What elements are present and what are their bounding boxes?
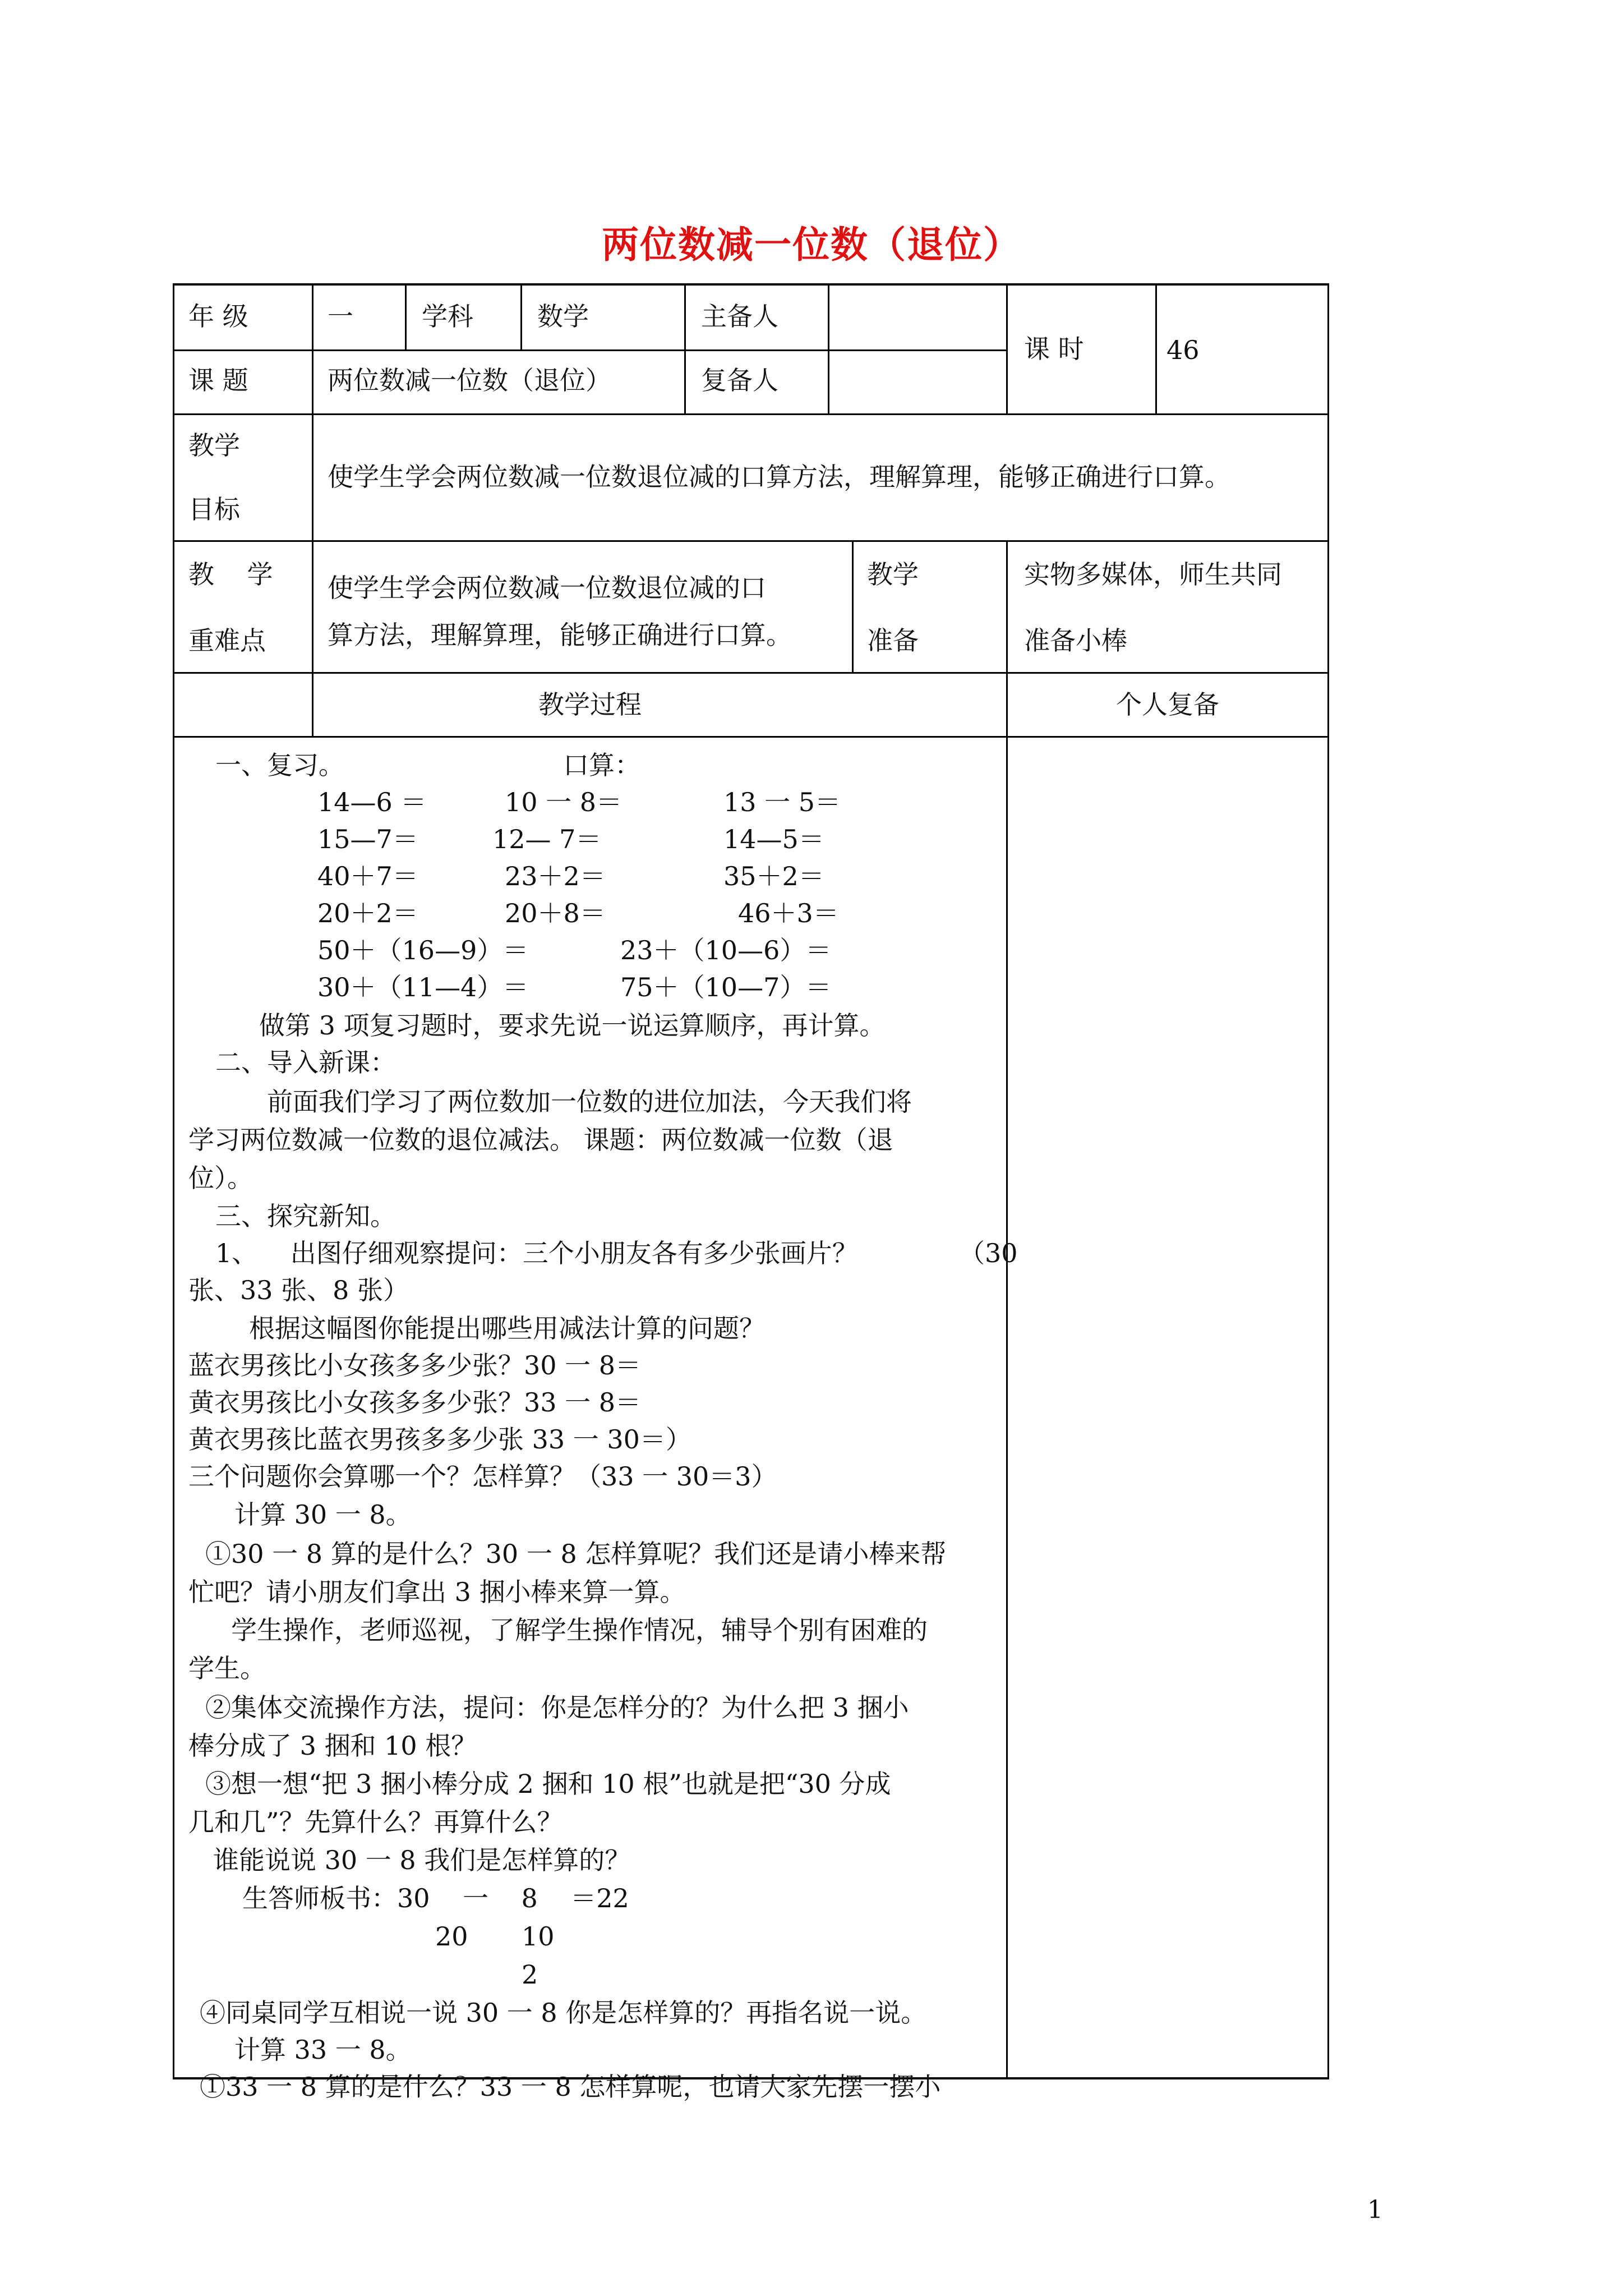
process-line: 口算：	[563, 750, 640, 780]
process-line: （30	[959, 1238, 1018, 1268]
process-line: 35＋2＝	[723, 861, 824, 891]
prep-text-line1: 实物多媒体，师生共同	[1024, 559, 1282, 590]
process-line: 20	[435, 1921, 468, 1952]
topic-value: 两位数减一位数（退位）	[328, 365, 611, 395]
process-line: 做第 3 项复习题时，要求先说一说运算顺序，再计算。	[259, 1010, 886, 1041]
period-value: 46	[1166, 335, 1200, 365]
process-line: ①33 一 8 算的是什么？33 一 8 怎样算呢，也请大家先摆一摆小	[200, 2072, 941, 2102]
process-line: 根据这幅图你能提出哪些用减法计算的问题？	[249, 1313, 765, 1343]
process-line: 20＋2＝	[317, 898, 418, 928]
grade-value: 一	[328, 301, 353, 332]
goal-text: 使学生学会两位数减一位数退位减的口算方法，理解算理，能够正确进行口算。	[328, 462, 1230, 492]
process-line: 张、33 张、8 张）	[188, 1275, 409, 1305]
process-line: 学习两位数减一位数的退位减法。 课题：两位数减一位数（退	[188, 1125, 893, 1155]
table-border-right	[1327, 283, 1329, 2078]
process-line: 2	[522, 1959, 538, 1990]
process-line: 15—7＝	[317, 824, 418, 854]
review-prep-label: 复备人	[701, 365, 778, 395]
process-line: 棒分成了 3 捆和 10 根？	[188, 1731, 477, 1761]
process-line: 计算 30 一 8。	[234, 1499, 412, 1530]
col-divider	[684, 283, 686, 415]
col-divider	[520, 283, 522, 351]
period-label: 课 时	[1024, 334, 1084, 364]
process-line: 前面我们学习了两位数加一位数的进位加法，今天我们将	[267, 1087, 912, 1117]
process-line: 几和几”？先算什么？再算什么？	[188, 1807, 563, 1837]
process-line: 三个问题你会算哪一个？怎样算？（33 一 30＝3）	[188, 1461, 777, 1492]
process-line: 三、探究新知。	[215, 1201, 396, 1231]
process-line: 一、复习。	[215, 750, 344, 780]
process-line: 学生操作，老师巡视，了解学生操作情况，辅导个别有困难的	[231, 1615, 928, 1645]
key-points-text-line1: 使学生学会两位数减一位数退位减的口	[328, 573, 766, 603]
lead-prep-label: 主备人	[701, 301, 778, 332]
process-line: ③想一想“把 3 捆小棒分成 2 捆和 10 根”也就是把“30 分成	[205, 1769, 891, 1799]
col-divider	[852, 540, 854, 673]
process-line: 75＋（10—7）＝	[620, 972, 832, 1002]
col-divider	[312, 283, 313, 737]
process-line: 14—5＝	[723, 824, 824, 854]
key-points-label-line2: 重难点	[188, 625, 266, 656]
process-line: 30＋（11—4）＝	[317, 972, 529, 1002]
process-header: 教学过程	[538, 689, 642, 720]
row-divider	[173, 540, 1329, 542]
col-divider	[1155, 283, 1157, 415]
process-line: 学生。	[188, 1653, 266, 1683]
process-line: 10 一 8＝	[505, 787, 623, 817]
process-line: ①30 一 8 算的是什么？30 一 8 怎样算呢？我们还是请小棒来帮	[205, 1539, 947, 1569]
process-line: 生答师板书：30 一 8 ＝22	[242, 1883, 629, 1913]
process-line: 谁能说说 30 一 8 我们是怎样算的？	[213, 1845, 631, 1875]
process-line: 位）。	[188, 1163, 253, 1193]
process-line: 14—6 ＝	[317, 787, 427, 817]
topic-label: 课 题	[188, 365, 248, 395]
personal-review-header: 个人复备	[1116, 689, 1219, 720]
table-border-left	[173, 283, 174, 2078]
process-line: 12— 7＝	[492, 824, 602, 854]
key-points-label-line1: 教 学	[188, 559, 273, 590]
process-line: 10	[522, 1921, 555, 1952]
prep-text-line2: 准备小棒	[1024, 625, 1127, 656]
grade-label: 年 级	[188, 301, 248, 332]
process-line: 20＋8＝	[505, 898, 606, 928]
key-points-text-line2: 算方法，理解算理，能够正确进行口算。	[328, 620, 792, 650]
process-line: 23＋2＝	[505, 861, 606, 891]
goal-label-line1: 教学	[188, 430, 240, 461]
document-title: 两位数减一位数（退位）	[602, 223, 1021, 266]
process-line: ④同桌同学互相说一说 30 一 8 你是怎样算的？再指名说一说。	[200, 1998, 927, 2028]
process-line: 忙吧？请小朋友们拿出 3 捆小棒来算一算。	[188, 1577, 686, 1607]
col-divider	[828, 283, 829, 415]
process-line: ②集体交流操作方法，提问：你是怎样分的？为什么把 3 捆小	[205, 1692, 909, 1723]
process-line: 1、 出图仔细观察提问：三个小朋友各有多少张画片？	[215, 1238, 858, 1268]
row-divider	[173, 349, 1007, 351]
col-divider	[1006, 283, 1008, 415]
col-divider	[405, 283, 407, 351]
process-line: 13 一 5＝	[723, 787, 841, 817]
process-line: 50＋（16—9）＝	[317, 935, 529, 965]
subject-label: 学科	[422, 301, 473, 332]
process-line: 40＋7＝	[317, 861, 418, 891]
prep-label-line2: 准备	[867, 625, 919, 656]
goal-label-line2: 目标	[188, 494, 240, 524]
prep-label-line1: 教学	[867, 559, 919, 590]
process-line: 黄衣男孩比小女孩多多少张？33 一 8＝	[188, 1387, 642, 1418]
process-line: 二、导入新课：	[215, 1047, 396, 1078]
process-line: 23＋（10—6）＝	[620, 935, 832, 965]
process-line: 黄衣男孩比蓝衣男孩多多少张 33 一 30＝）	[188, 1424, 691, 1455]
subject-value: 数学	[537, 301, 589, 332]
row-divider	[173, 736, 1329, 738]
page-number: 1	[1367, 2196, 1383, 2224]
process-line: 蓝衣男孩比小女孩多多少张？30 一 8＝	[188, 1350, 642, 1381]
process-line: 计算 33 一 8。	[234, 2035, 412, 2065]
row-divider	[173, 672, 1329, 674]
process-line: 46＋3＝	[738, 898, 839, 928]
col-divider	[1006, 540, 1008, 2078]
